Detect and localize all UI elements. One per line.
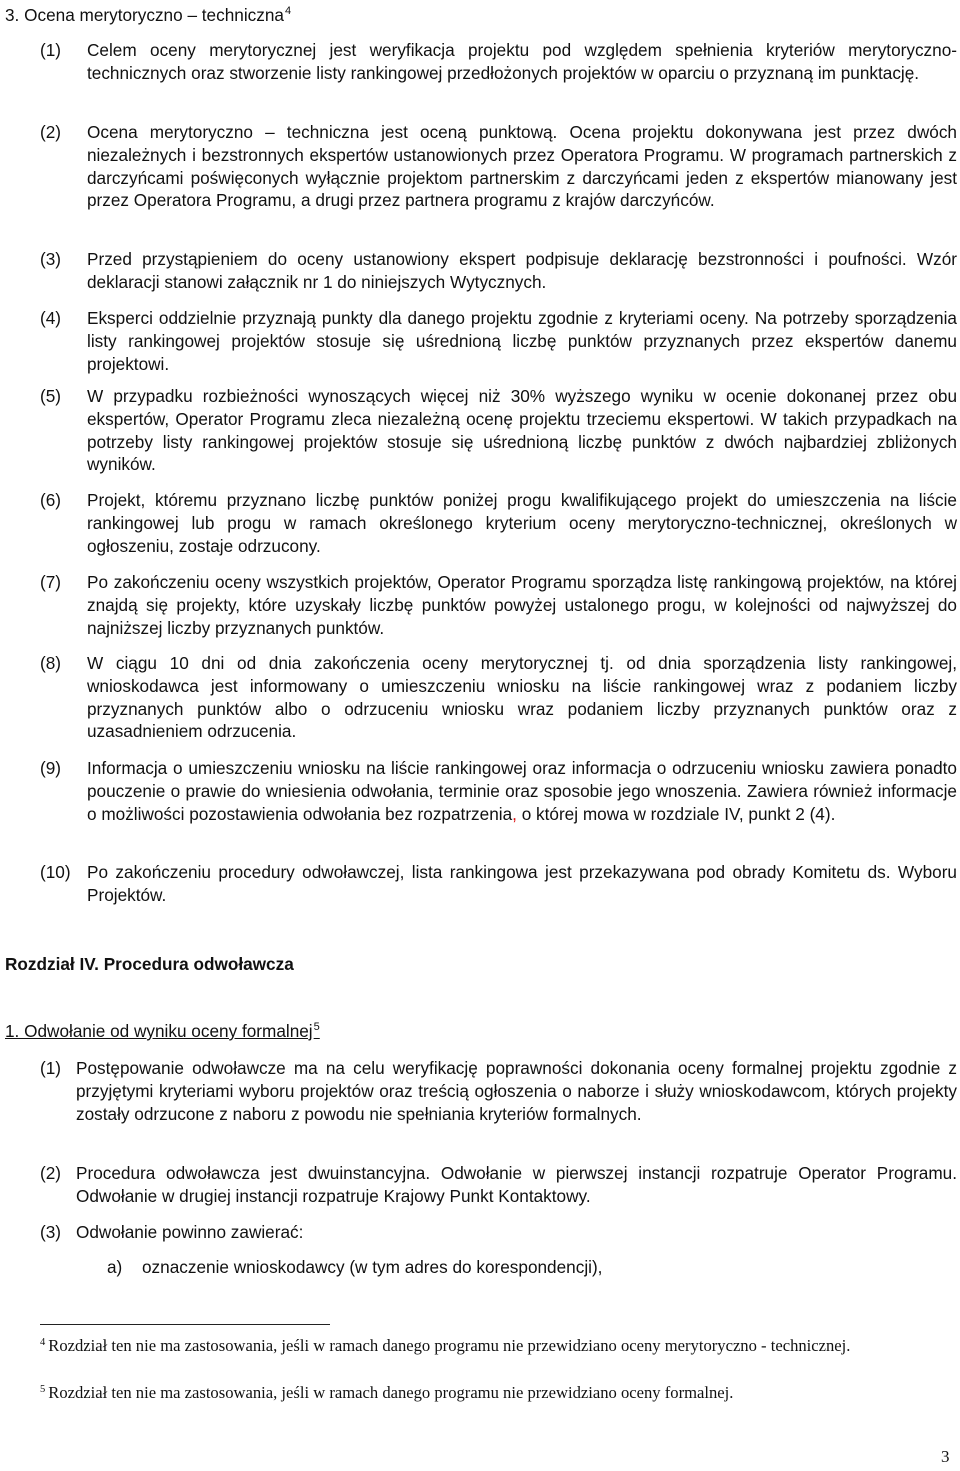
item-text: W przypadku rozbieżności wynoszących więcej niż 30% wyższego wyniku w ocenie dokonanej przez obu ekspertów, Operator Programu zleca niezależną ocenę projektu trzeciemu ekspertowi. W takich przypadkach na potrzeby listy rankingowej projektów stosuje się uśrednioną liczbę punktów z dwóch najbardziej zbliżonych wyników. <box>87 386 957 475</box>
item-number: (4) <box>40 308 62 328</box>
item-number: (3) <box>40 249 62 269</box>
sub-item-number: (1) <box>40 1058 62 1078</box>
item-text <box>87 757 957 825</box>
sub-item-text: Postępowanie odwoławcze ma na celu weryfikację poprawności dokonania oceny formalnej projektu zgodnie z przyjętymi kryteriami wyboru projektów oraz treścią ogłoszenia o naborze i służy wnioskodawcom, których projekty zostały odrzucone z naboru z powodu nie spełniania kryteriów formalnych. <box>76 1058 957 1124</box>
item-text-part: o której mowa w rozdziale IV, punkt 2 (4). <box>516 803 836 824</box>
footnote-ref-4: 4 <box>284 5 292 17</box>
item-text: Ocena merytoryczno – techniczna jest oceną punktową. Ocena projektu dokonywana jest przez dwóch niezależnych i bezstronnych ekspertów ustanowionych przez Operatora Programu. W programach partnerskich z darczyńcami poświęconych wyłącznie projektom partnerskim z darczyńcami jeden z ekspertów mianowany jest przez Operatora Programu, a drugi przez partnera programu z krajów darczyńców. <box>87 122 957 211</box>
item-number: (8) <box>40 653 62 673</box>
sub-item-text: Procedura odwoławcza jest dwuinstancyjna. Odwołanie w pierwszej instancji rozpatruje Operator Programu. Odwołanie w drugiej instancji rozpatruje Krajowy Punkt Kontaktowy. <box>76 1163 957 1206</box>
footnote-4 <box>40 1335 920 1358</box>
item-text-part: Informacja o umieszczeniu wniosku na liście rankingowej oraz informacja o odrzuceniu wniosku zawiera ponadto pouczenie o prawie do wniesienia odwołania, terminie oraz sposobie jego wnoszenia. Zawiera również informacje o możliwości pozostawienia odwołania bez rozpatrzenia <box>87 758 957 824</box>
item-number: (6) <box>40 490 62 510</box>
footnote-5 <box>40 1382 920 1405</box>
revision-mark: , <box>512 803 517 824</box>
item-number: (2) <box>40 122 62 142</box>
item-number: (7) <box>40 572 62 592</box>
item-text: Celem oceny merytorycznej jest weryfikacja projektu pod względem spełnienia kryteriów merytoryczno-technicznych oraz stworzenie listy rankingowej przedłożonych projektów w oparciu o przyznaną im punktację. <box>87 40 957 83</box>
sub-item-text: Odwołanie powinno zawierać: <box>76 1222 304 1242</box>
footnote-number: 4 <box>40 1337 46 1348</box>
section-title: 3. Ocena merytoryczno – techniczna <box>5 5 284 25</box>
footnote-separator <box>40 1324 330 1325</box>
letter-item-label: a) <box>107 1257 123 1277</box>
item-text: Projekt, któremu przyznano liczbę punktów poniżej progu kwalifikującego projekt do umieszczenia na liście rankingowej lub progu w ramach określonego kryterium oceny merytoryczno-technicznej, określonych w ogłoszeniu, zostaje odrzucony. <box>87 490 957 556</box>
footnote-ref-5: 5 <box>313 1021 320 1033</box>
sub-item-number: (2) <box>40 1163 62 1183</box>
item-number: (5) <box>40 386 62 406</box>
item-number: (1) <box>40 40 62 60</box>
item-number: (9) <box>40 758 62 778</box>
section-heading <box>5 4 291 27</box>
subsection-heading <box>5 1020 320 1043</box>
item-number: (10) <box>40 862 71 882</box>
item-text: Po zakończeniu oceny wszystkich projektów, Operator Programu sporządza listę rankingową projektów, na której znajdą się projekty, które uzyskały liczbę punktów powyżej ustalonego progu, w kolejności od najwyższej do najniższej liczby przyznanych punktów. <box>87 572 957 638</box>
subsection-title: 1. Odwołanie od wyniku oceny formalnej <box>5 1021 313 1041</box>
letter-item-text: oznaczenie wnioskodawcy (w tym adres do korespondencji), <box>142 1257 603 1277</box>
chapter-heading: Rozdział IV. Procedura odwoławcza <box>5 954 294 974</box>
item-text: Przed przystąpieniem do oceny ustanowiony ekspert podpisuje deklarację bezstronności i poufności. Wzór deklaracji stanowi załącznik nr 1 do niniejszych Wytycznych. <box>87 249 957 292</box>
footnote-text: Rozdział ten nie ma zastosowania, jeśli w ramach danego programu nie przewidziano oceny formalnej. <box>48 1383 734 1402</box>
page-number: 3 <box>941 1447 950 1466</box>
footnote-number: 5 <box>40 1384 46 1395</box>
item-text: Eksperci oddzielnie przyznają punkty dla danego projektu zgodnie z kryteriami oceny. Na potrzeby sporządzenia listy rankingowej projektów stosuje się uśrednioną liczbę punktów przyznanych przez ekspertów danemu projektowi. <box>87 308 957 374</box>
sub-item-number: (3) <box>40 1222 62 1242</box>
item-text: W ciągu 10 dni od dnia zakończenia oceny merytorycznej tj. od dnia sporządzenia listy rankingowej, wnioskodawca jest informowany o umieszczeniu wniosku na liście rankingowej wraz z podaniem liczby przyznanych punktów albo o odrzuceniu wniosku wraz podaniem liczby przyznanych punktów oraz z uzasadnieniem odrzucenia. <box>87 653 957 742</box>
item-text: Po zakończeniu procedury odwoławczej, lista rankingowa jest przekazywana pod obrady Komitetu ds. Wyboru Projektów. <box>87 862 957 905</box>
footnote-text: Rozdział ten nie ma zastosowania, jeśli w ramach danego programu nie przewidziano oceny merytoryczno - technicznej. <box>48 1336 851 1355</box>
